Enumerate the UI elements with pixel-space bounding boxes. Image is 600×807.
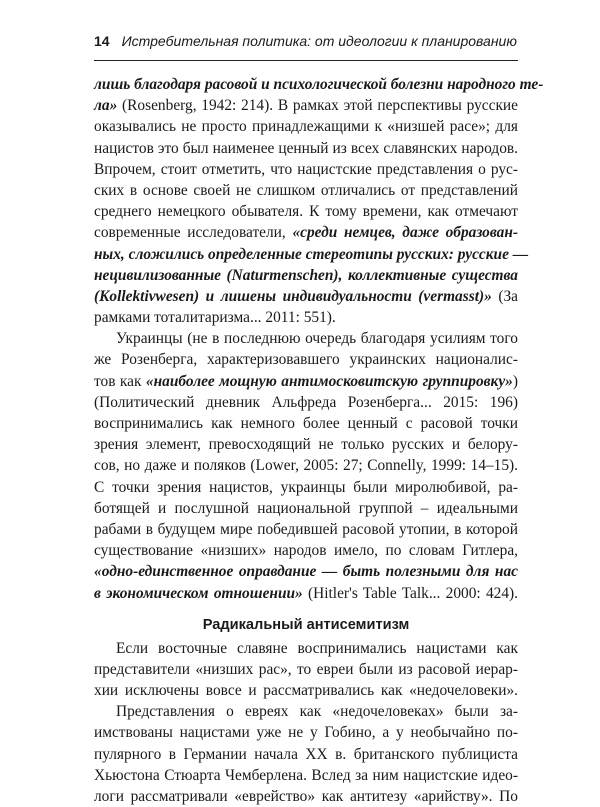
text-line [94, 95, 518, 116]
text-line [94, 392, 518, 413]
text-line [94, 74, 544, 95]
text-line [94, 701, 518, 722]
text-run: Украинцы (не в последнюю очередь благодаря усилиям того [116, 330, 518, 348]
text-run: зрения элемент, превосходящий не только русских и белору- [94, 436, 518, 454]
text-run: воспринимались как немного более ценный с расовой точки [94, 415, 518, 432]
text-run: рамками тоталитаризма... 2011: 551). [94, 309, 336, 327]
text-run: Впрочем, стоит отметить, что нацистские представления о рус- [94, 160, 518, 178]
text-line [94, 180, 518, 201]
text-line [94, 638, 518, 659]
text-run: сов, но даже и поляков (Lower, 2005: 27; Connelly, 1999: 14–15). [94, 457, 518, 475]
section-heading [94, 610, 518, 638]
text-run: оказывались не просто принадлежащими к «низшей расе»; для [94, 118, 518, 136]
text-run: ских в основе своей не слишком отличались от представлений [94, 181, 518, 199]
text-line [94, 328, 518, 349]
italic-quote: в экономическом отношении» [94, 584, 303, 602]
italic-quote: ла» [94, 97, 118, 115]
text-line [94, 744, 518, 765]
italic-quote: «одно-единственное оправдание — быть полезными для нас [94, 563, 518, 581]
text-line [94, 519, 518, 540]
text-run: (Политический дневник Альфреда Розенберга... 2015: 196) [94, 393, 518, 411]
italic-quote: лишь благодаря расовой и психологической болезни народного те- [94, 76, 544, 93]
text-run: пулярного в Германии начала XX в. британского публициста [94, 745, 518, 763]
text-line [94, 583, 518, 604]
text-run: (За [491, 287, 519, 305]
text-line [94, 349, 518, 370]
text-run: ) [512, 372, 518, 390]
text-line [94, 265, 518, 286]
text-run: среднего немецкого обывателя. К тому времени, как отмечают [94, 203, 518, 221]
text-run: существование «низших» народов имело, по словам Гитлера, [94, 542, 518, 560]
text-run: Если восточные славяне воспринимались нацистами как [116, 639, 518, 657]
text-line [94, 307, 518, 328]
text-line [94, 722, 518, 743]
text-line [94, 138, 518, 159]
running-header [94, 32, 517, 50]
text-line [94, 477, 518, 498]
italic-quote: ных, сложились определенные стереотипы русских: русские — [94, 245, 529, 263]
text-line [94, 413, 518, 434]
text-run: ботящей и послушной национальной группой – идеальными [94, 499, 518, 517]
text-run: Радикальный антисемитизм [202, 616, 410, 633]
body-text [94, 74, 544, 807]
text-run: (Hitler's Table Talk... 2000: 424). [302, 584, 519, 602]
text-run: хии исключены вовсе и рассматривались как «недочеловеки». [94, 682, 518, 700]
text-run: же Розенберга, характеризовавшего украинских националис- [94, 351, 518, 369]
text-line [94, 786, 518, 807]
text-run: современные исследователи, [94, 224, 293, 242]
text-line [94, 116, 518, 137]
text-run: представители «низших рас», то евреи были из расовой иерар- [94, 660, 518, 678]
text-run: Представления о евреях как «недочеловеках» были за- [116, 703, 518, 721]
italic-quote: «среди немцев, даже образован- [292, 224, 518, 242]
text-line [94, 371, 518, 392]
text-run: тов как [94, 372, 146, 390]
italic-quote: «наиболее мощную антимосковитскую группировку» [145, 372, 513, 390]
text-line [94, 434, 518, 455]
text-run: рабами в будущем мире победившей расовой утопии, в которой [94, 520, 518, 538]
text-line [94, 498, 518, 519]
italic-quote: нецивилизованные (Naturmenschen), коллективные существа [94, 266, 518, 284]
page-number: 14 [94, 33, 110, 49]
text-line [94, 455, 518, 476]
text-run: имствованы нацистами уже не у Гобино, а у необычайно по- [94, 724, 518, 742]
text-line [94, 680, 518, 701]
text-line [94, 286, 518, 307]
text-run: логи рассматривали «еврейство» как антитезу «арийству». По [94, 788, 518, 805]
text-run: нацистов это был наименее ценный из всех славянских народов. [94, 139, 518, 157]
header-rule [94, 60, 518, 61]
running-title: Истребительная политика: от идеологии к планированию [121, 33, 517, 49]
text-run: (Rosenberg, 1942: 214). В рамках этой перспективы русские [117, 97, 518, 115]
text-run: Хьюстона Стюарта Чемберлена. Вслед за ним нацистские идео- [94, 766, 518, 784]
text-line [94, 765, 518, 786]
italic-quote: (Kollektivwesen) и лишены индивидуальности (vermasst)» [94, 287, 492, 305]
text-line [94, 540, 518, 561]
text-line [94, 159, 518, 180]
text-line [94, 201, 518, 222]
text-line [94, 244, 529, 265]
text-run: С точки зрения нацистов, украинцы были миролюбивой, ра- [94, 478, 518, 496]
text-line [94, 659, 518, 680]
text-line [94, 561, 518, 582]
text-line [94, 222, 518, 243]
